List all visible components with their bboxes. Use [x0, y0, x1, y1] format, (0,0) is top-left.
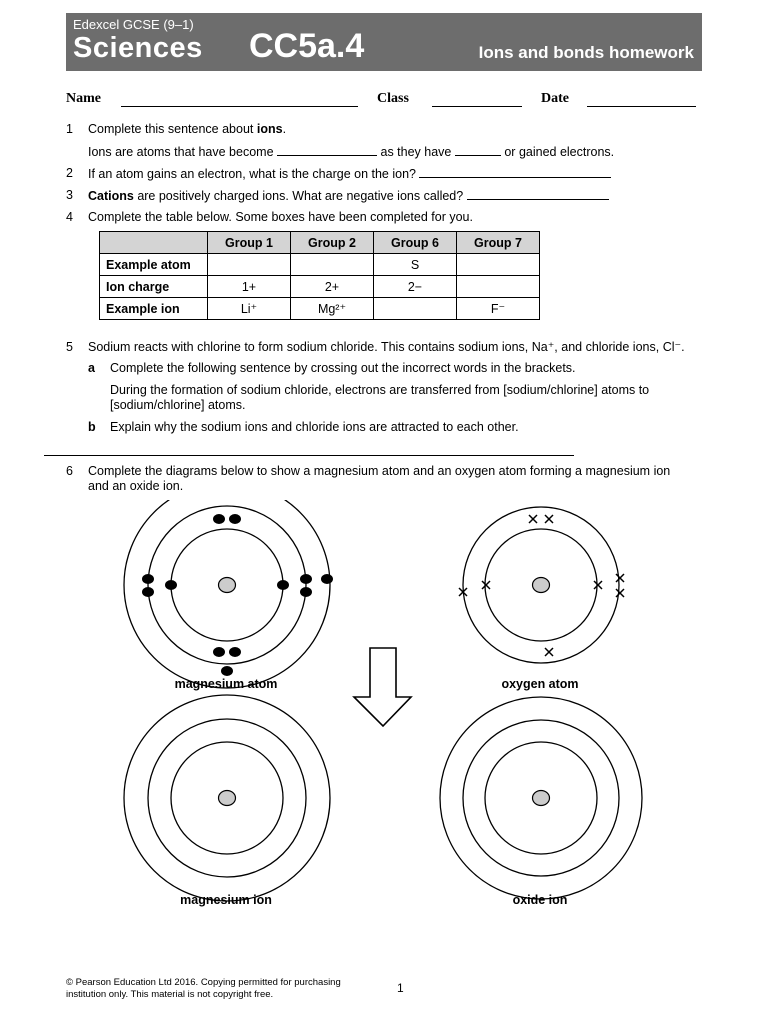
oxide-ion-label: oxide ion	[512, 893, 568, 907]
table-row	[100, 298, 540, 320]
electron-cross-icon	[482, 581, 490, 589]
copyright-notice: © Pearson Education Ltd 2016. Copying permitted for purchasing institution only. This material is not copyright free.	[66, 977, 341, 1000]
table-row	[100, 276, 540, 298]
page-number: 1	[397, 981, 404, 995]
date-label: Date	[541, 91, 569, 106]
ions-table	[99, 231, 540, 320]
table-cell[interactable]	[457, 276, 540, 298]
electron-dot-icon	[229, 514, 241, 524]
electron-dot-icon	[213, 514, 225, 524]
nucleus-icon	[533, 578, 550, 593]
atom-diagrams	[0, 500, 768, 920]
nucleus-icon	[533, 791, 550, 806]
electron-dot-icon	[142, 587, 154, 597]
electron-dot-icon	[321, 574, 333, 584]
table-cell: Li⁺	[208, 298, 291, 320]
question-6-text: Complete the diagrams below to show a magnesium atom and an oxygen atom forming a magnesium ion and an oxide ion.	[88, 464, 671, 493]
table-cell: 2+	[291, 276, 374, 298]
q1-text-b: .	[282, 122, 287, 136]
electron-dot-icon	[142, 574, 154, 584]
table-cell[interactable]	[208, 254, 291, 276]
electron-cross-icon	[616, 574, 624, 582]
electron-dot-icon	[277, 580, 289, 590]
answer-line[interactable]	[44, 455, 574, 456]
row-header: Example atom	[100, 254, 208, 276]
electron-dot-icon	[300, 574, 312, 584]
electron-cross-icon	[594, 581, 602, 589]
electron-dot-icon	[213, 647, 225, 657]
q5a-sentence[interactable]: During the formation of sodium chloride, electrons are transferred from [sodium/chlorine] atoms to [sodium/chlorine] atoms.	[110, 383, 650, 412]
qualification-label: Edexcel GCSE (9–1)	[73, 17, 194, 32]
q3-answer-blank[interactable]	[467, 188, 609, 200]
table-cell: 2−	[374, 276, 457, 298]
question-5b	[88, 420, 698, 438]
q1-line2-c: or gained electrons.	[504, 145, 615, 159]
electron-dot-icon	[229, 647, 241, 657]
nucleus-icon	[219, 791, 236, 806]
class-field[interactable]	[432, 106, 522, 107]
question-number: 4	[66, 210, 73, 224]
table-header-row	[100, 232, 540, 254]
question-1	[66, 122, 706, 162]
question-2	[66, 166, 706, 184]
nucleus-icon	[219, 578, 236, 593]
question-1-text	[88, 122, 698, 137]
oxygen-atom-label: oxygen atom	[501, 677, 579, 691]
question-number: 3	[66, 188, 73, 202]
table-row	[100, 254, 540, 276]
table-cell: Mg²⁺	[291, 298, 374, 320]
question-4	[66, 210, 706, 228]
q1-text-a: Complete this sentence about	[88, 122, 257, 136]
table-cell[interactable]	[291, 254, 374, 276]
question-number: 2	[66, 166, 73, 180]
question-5a	[88, 361, 698, 421]
row-header: Ion charge	[100, 276, 208, 298]
header-banner	[66, 13, 702, 71]
question-number: 5	[66, 340, 73, 354]
class-label: Class	[377, 91, 409, 106]
question-number: 1	[66, 122, 73, 136]
question-5-text: Sodium reacts with chlorine to form sodium chloride. This contains sodium ions, Na⁺, and chloride ions, Cl⁻.	[88, 340, 685, 354]
q3-text: are positively charged ions. What are negative ions called?	[133, 189, 464, 203]
q1-blank-2[interactable]	[455, 144, 501, 156]
q1-blank-1[interactable]	[277, 144, 377, 156]
q1-text-bold: ions	[256, 122, 283, 136]
column-header: Group 7	[457, 232, 540, 254]
magnesium-atom-diagram	[124, 500, 330, 688]
q2-answer-blank[interactable]	[419, 166, 611, 178]
electron-cross-icon	[616, 589, 624, 597]
sub-question-letter: b	[88, 420, 96, 434]
question-3-text	[88, 188, 698, 204]
table-cell[interactable]	[374, 298, 457, 320]
date-field[interactable]	[587, 106, 696, 107]
table-cell: 1+	[208, 276, 291, 298]
question-2-text	[88, 166, 698, 182]
electron-cross-icon	[545, 515, 553, 523]
table-cell: F⁻	[457, 298, 540, 320]
student-details-row	[66, 91, 702, 111]
magnesium-electrons	[142, 514, 333, 676]
electron-dot-icon	[221, 666, 233, 676]
q1-line2-a: Ions are atoms that have become	[88, 145, 274, 159]
q2-text: If an atom gains an electron, what is the charge on the ion?	[88, 167, 416, 181]
question-number: 6	[66, 464, 73, 478]
magnesium-ion-label: magnesium ion	[180, 893, 272, 907]
question-6	[66, 464, 706, 496]
q3-bold: Cations	[88, 189, 134, 203]
down-arrow-icon	[354, 648, 411, 726]
q1-line2-b: as they have	[380, 145, 452, 159]
name-label: Name	[66, 91, 101, 106]
electron-cross-icon	[545, 648, 553, 656]
magnesium-atom-label: magnesium atom	[174, 677, 278, 691]
sub-question-letter: a	[88, 361, 95, 375]
page-title: Ions and bonds homework	[478, 43, 694, 62]
row-header: Example ion	[100, 298, 208, 320]
electron-dot-icon	[165, 580, 177, 590]
name-field[interactable]	[121, 106, 358, 107]
subject-title: Sciences	[73, 32, 203, 64]
electron-dot-icon	[300, 587, 312, 597]
electron-cross-icon	[529, 515, 537, 523]
table-corner	[100, 232, 208, 254]
q5b-text: Explain why the sodium ions and chloride ions are attracted to each other.	[110, 420, 519, 434]
question-1-sentence	[88, 144, 698, 160]
question-4-text: Complete the table below. Some boxes have been completed for you.	[88, 210, 473, 224]
table-cell: S	[374, 254, 457, 276]
table-cell[interactable]	[457, 254, 540, 276]
column-header: Group 6	[374, 232, 457, 254]
column-header: Group 1	[208, 232, 291, 254]
column-header: Group 2	[291, 232, 374, 254]
q5a-text: Complete the following sentence by crossing out the incorrect words in the brackets.	[110, 361, 576, 375]
question-3	[66, 188, 706, 206]
lesson-code: CC5a.4	[249, 27, 365, 65]
question-5	[66, 340, 706, 358]
